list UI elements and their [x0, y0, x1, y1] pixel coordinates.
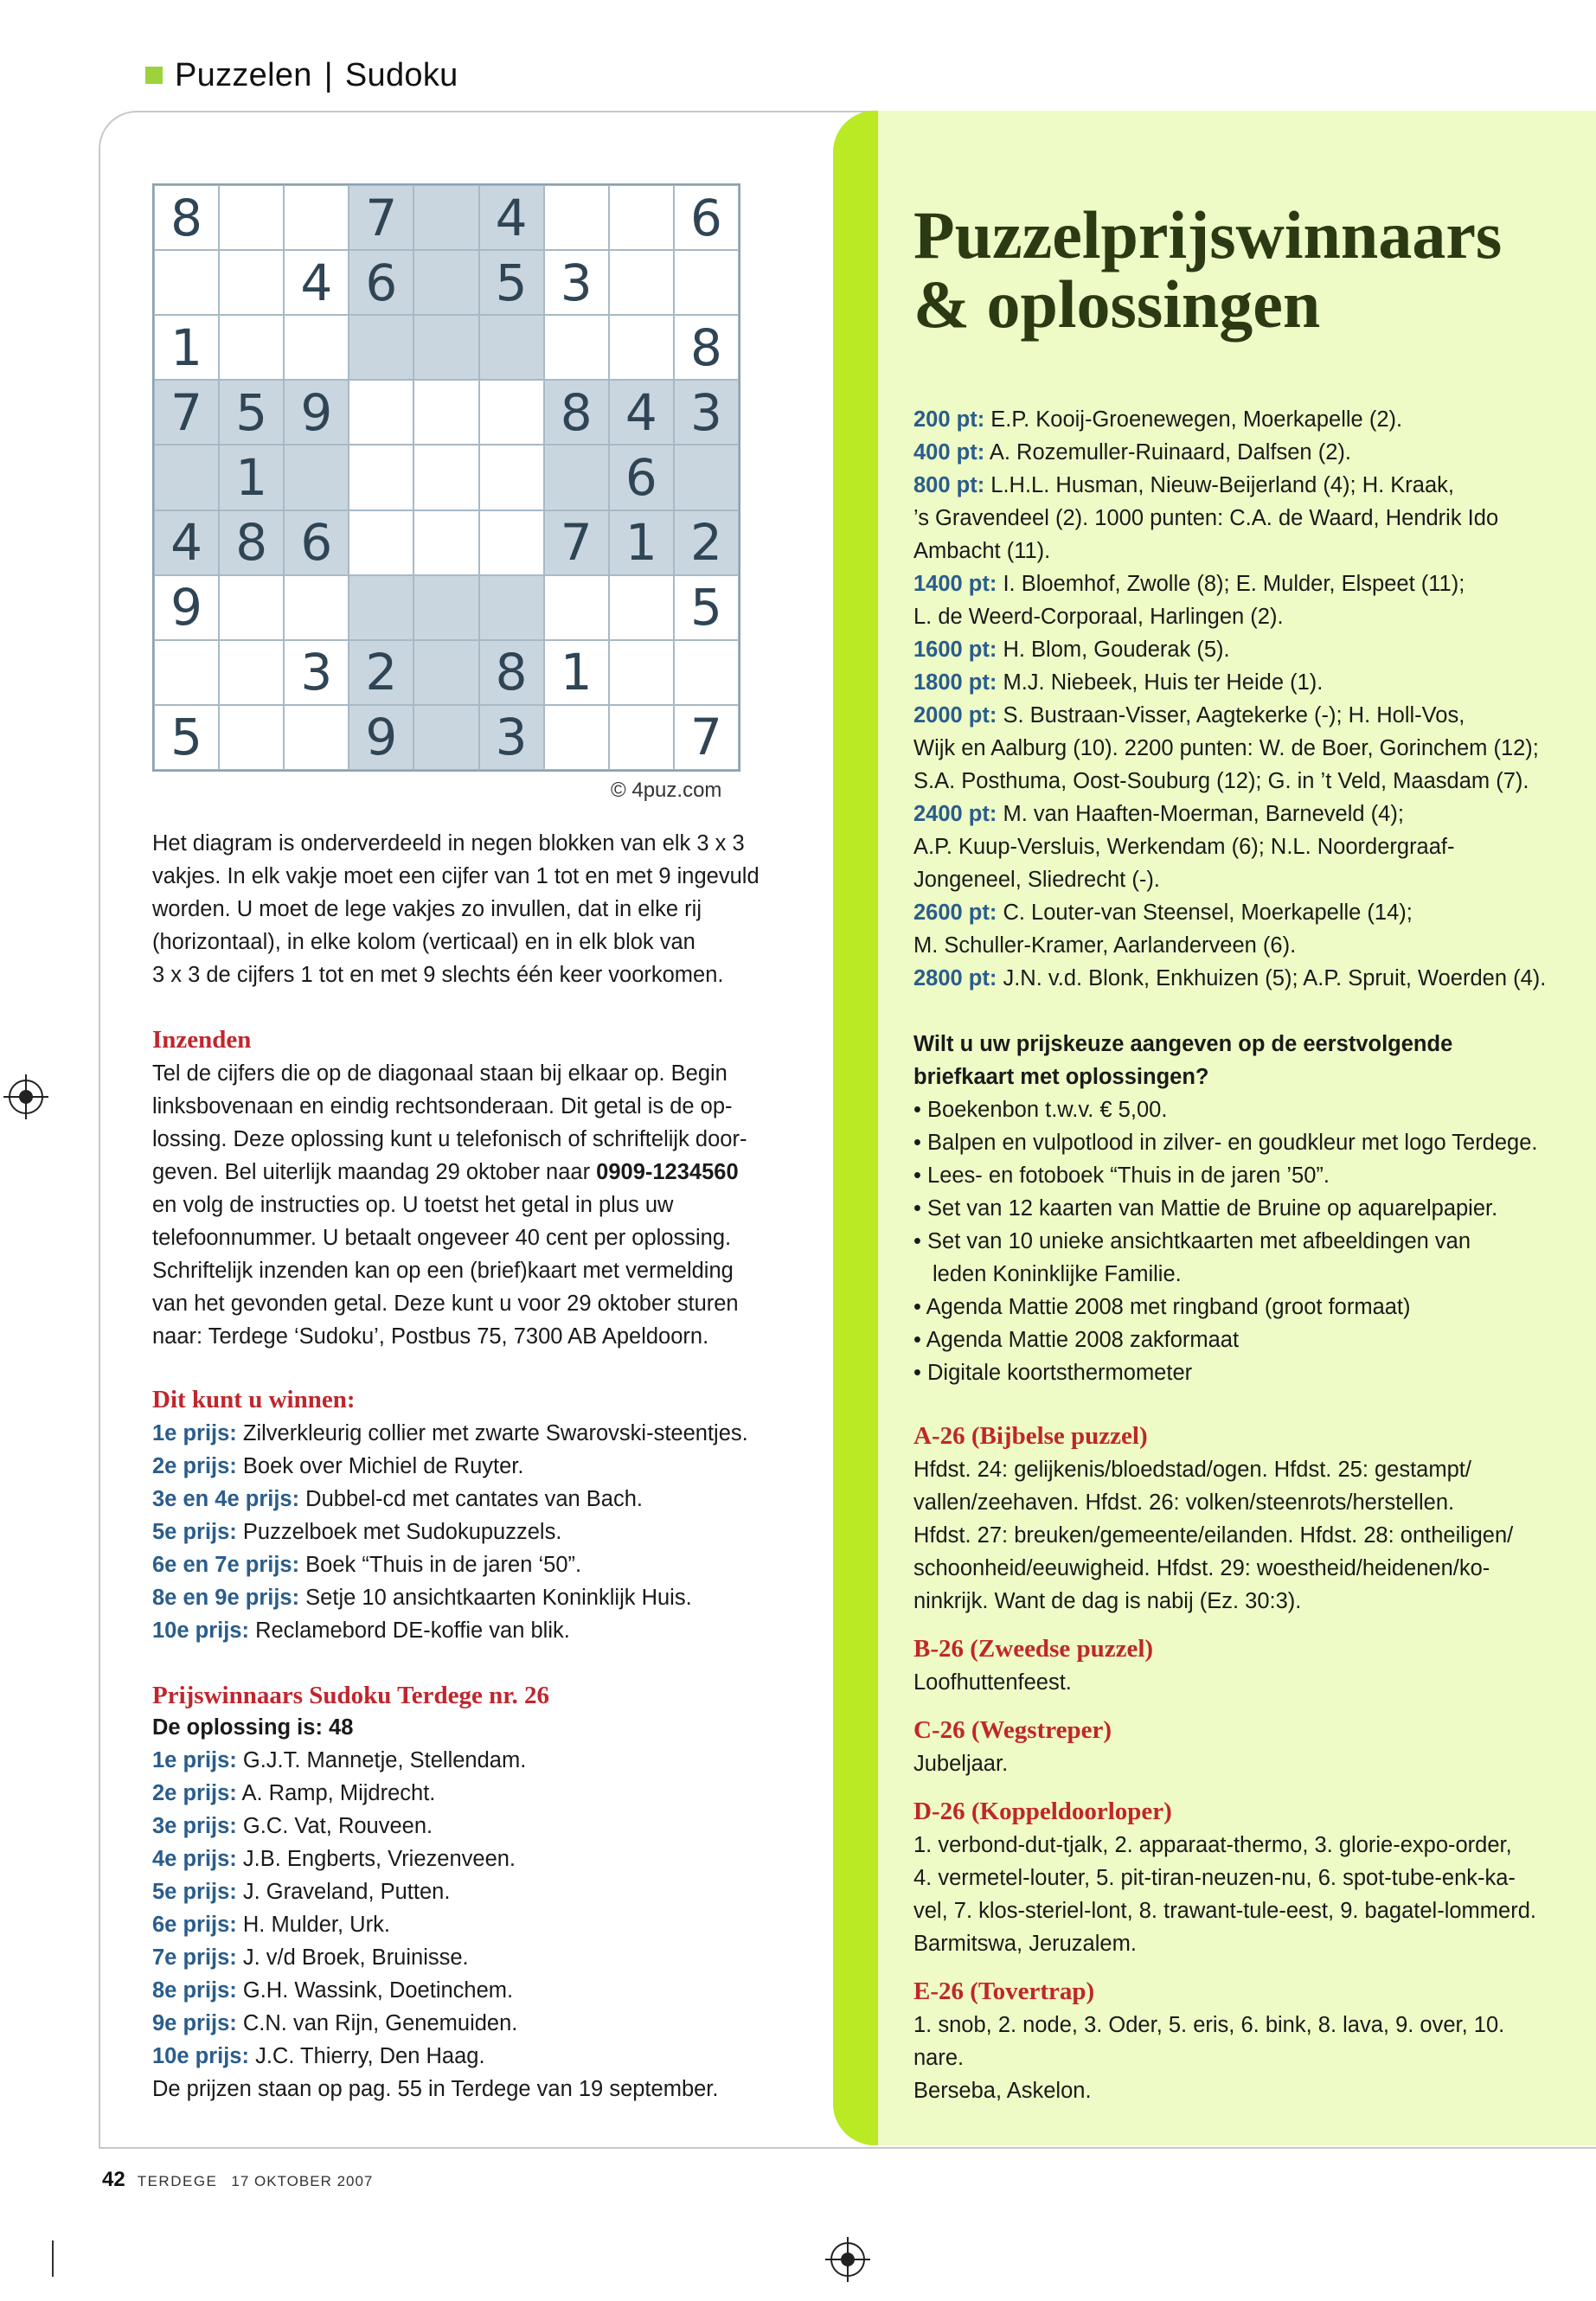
points-winner — [913, 600, 1571, 633]
solution-line: vallen/zeehaven. Hfdst. 26: volken/steenrots/herstellen. — [913, 1490, 1455, 1515]
winner-item — [152, 1843, 810, 1875]
points-text: S. Bustraan-Visser, Aagtekerke (-); H. Holl-Vos, — [997, 703, 1465, 727]
sudoku-cell: 8 — [154, 185, 219, 250]
points-text: S.A. Posthuma, Oost-Souburg (12); G. in ’t Veld, Maasdam (7). — [913, 769, 1529, 793]
prize-item — [152, 1614, 810, 1647]
sudoku-cell[interactable] — [544, 315, 609, 380]
sudoku-cell: 6 — [609, 445, 674, 510]
winner-rank: 4e prijs: — [152, 1847, 237, 1871]
prize-option: • Lees- en fotoboek “Thuis in de jaren ’50”. — [913, 1163, 1330, 1188]
winner-name: J. v/d Broek, Bruinisse. — [236, 1945, 469, 1970]
page-title — [913, 197, 1503, 342]
sudoku-cell: 2 — [674, 510, 739, 575]
question-line: Wilt u uw prijskeuze aangeven op de eerstvolgende — [913, 1032, 1453, 1056]
winner-item — [152, 2040, 810, 2073]
points-winner — [913, 469, 1571, 502]
winner-name: J.C. Thierry, Den Haag. — [248, 2044, 485, 2068]
registration-mark-icon — [9, 1080, 43, 1114]
sudoku-cell[interactable] — [219, 640, 284, 705]
sudoku-cell[interactable] — [609, 575, 674, 640]
points-winner — [913, 403, 1571, 436]
prize-rank: 3e en 4e prijs: — [152, 1487, 300, 1511]
prize-rank: 6e en 7e prijs: — [152, 1553, 300, 1577]
sudoku-cell[interactable] — [219, 705, 284, 770]
winner-list — [152, 1744, 810, 2106]
points-text: M. Schuller-Kramer, Aarlanderveen (6). — [913, 933, 1297, 958]
inzenden-line: lossing. Deze oplossing kunt u telefonisch of schriftelijk door- — [152, 1127, 747, 1151]
sudoku-cell: 4 — [154, 510, 219, 575]
inzenden-line-text: geven. Bel uiterlijk maandag 29 oktober naar — [152, 1160, 597, 1184]
sudoku-cell: 3 — [544, 250, 609, 315]
sudoku-cell[interactable] — [284, 705, 349, 770]
sudoku-cell[interactable] — [284, 445, 349, 510]
sudoku-cell: 9 — [284, 380, 349, 445]
sudoku-cell: 6 — [674, 185, 739, 250]
inzenden-heading: Inzenden — [152, 1026, 252, 1054]
solution-line: Berseba, Askelon. — [913, 2079, 1092, 2103]
sudoku-cell[interactable] — [219, 315, 284, 380]
solution-heading: A-26 (Bijbelse puzzel) — [913, 1422, 1148, 1450]
points-text: Wijk en Aalburg (10). 2200 punten: W. de Boer, Gorinchem (12); — [913, 736, 1539, 760]
sudoku-cell[interactable] — [413, 705, 478, 770]
prize-option: leden Koninklijke Familie. — [933, 1262, 1182, 1286]
sudoku-cell: 4 — [609, 380, 674, 445]
solution-line: vel, 7. klos-steriel-lont, 8. trawant-tule-eest, 9. bagatel-lommerd. — [913, 1899, 1536, 1923]
winner-name: J.B. Engberts, Vriezenveen. — [236, 1847, 516, 1871]
sudoku-grid[interactable] — [152, 183, 740, 772]
points-label: 2600 pt: — [913, 901, 997, 925]
sudoku-cell: 4 — [479, 185, 544, 250]
points-winner — [913, 929, 1571, 962]
winner-item — [152, 1810, 810, 1843]
sudoku-cell[interactable] — [609, 315, 674, 380]
sudoku-cell[interactable] — [349, 445, 413, 510]
section-separator: | — [324, 56, 333, 93]
points-text: A.P. Kuup-Versluis, Werkendam (6); N.L. Noordergraaf- — [913, 835, 1455, 859]
solution-heading: C-26 (Wegstreper) — [913, 1716, 1112, 1744]
inzenden-line: linksbovenaan en eindig rechtsonderaan. Dit getal is de op- — [152, 1094, 733, 1118]
winner-rank: 8e prijs: — [152, 1978, 237, 2003]
inzenden-line — [152, 1156, 810, 1189]
sudoku-cell[interactable] — [154, 445, 219, 510]
sudoku-cell: 2 — [349, 640, 413, 705]
winner-rank: 7e prijs: — [152, 1945, 237, 1970]
points-text: L.H.L. Husman, Nieuw-Beijerland (4); H. Kraak, — [984, 473, 1454, 497]
sudoku-cell[interactable] — [219, 575, 284, 640]
prize-text: Setje 10 ansichtkaarten Koninklijk Huis. — [299, 1586, 692, 1610]
sudoku-cell[interactable] — [154, 250, 219, 315]
winner-rank: 2e prijs: — [152, 1781, 237, 1805]
points-text: E.P. Kooij-Groenewegen, Moerkapelle (2). — [984, 407, 1403, 432]
sudoku-cell[interactable] — [479, 575, 544, 640]
sudoku-cell: 4 — [284, 250, 349, 315]
winner-item — [152, 1744, 810, 1777]
sudoku-cell[interactable] — [413, 380, 478, 445]
points-label: 2800 pt: — [913, 966, 997, 990]
section-name: Puzzelen — [175, 56, 312, 93]
points-winner — [913, 962, 1571, 995]
solution-e26 — [913, 1974, 1571, 2107]
sudoku-cell[interactable] — [413, 510, 478, 575]
prize-options — [913, 1093, 1571, 1389]
solution-line: 4. vermetel-louter, 5. pit-tiran-neuzen-nu, 6. spot-tube-enk-ka- — [913, 1866, 1516, 1890]
sudoku-cell: 5 — [154, 705, 219, 770]
points-label: 200 pt: — [913, 407, 985, 432]
phone-number: 0909-1234560 — [596, 1160, 739, 1184]
winner-name: J. Graveland, Putten. — [236, 1880, 451, 1904]
winner-item — [152, 1875, 810, 1908]
sudoku-cell[interactable] — [609, 640, 674, 705]
points-label: 1600 pt: — [913, 638, 997, 662]
sudoku-cell[interactable] — [349, 510, 413, 575]
sudoku-cell: 9 — [154, 575, 219, 640]
sudoku-cell[interactable] — [413, 575, 478, 640]
sudoku-cell[interactable] — [609, 705, 674, 770]
sudoku-cell[interactable] — [609, 185, 674, 250]
question-line: briefkaart met oplossingen? — [913, 1065, 1209, 1089]
sudoku-cell: 1 — [544, 640, 609, 705]
points-text: M. van Haaften-Moerman, Barneveld (4); — [997, 802, 1404, 826]
sudoku-cell: 9 — [349, 705, 413, 770]
sudoku-cell: 1 — [609, 510, 674, 575]
prize-text: Boek over Michiel de Ruyter. — [236, 1454, 524, 1478]
sudoku-credit: © 4puz.com — [611, 779, 722, 802]
points-text: Jongeneel, Sliedrecht (-). — [913, 868, 1160, 892]
sudoku-cell[interactable] — [349, 380, 413, 445]
points-text: L. de Weerd-Corporaal, Harlingen (2). — [913, 605, 1284, 629]
page-title-line: Puzzelprijswinnaars — [913, 197, 1503, 272]
solution-c26 — [913, 1713, 1571, 1780]
prize-rank: 1e prijs: — [152, 1421, 237, 1445]
sudoku-cell: 7 — [349, 185, 413, 250]
prize-note: De prijzen staan op pag. 55 in Terdege van 19 september. — [152, 2077, 719, 2101]
points-label: 1800 pt: — [913, 670, 997, 695]
prize-item — [152, 1417, 810, 1450]
winner-name: A. Ramp, Mijdrecht. — [236, 1781, 436, 1805]
prize-text: Puzzelboek met Sudokupuzzels. — [236, 1520, 562, 1544]
points-text: A. Rozemuller-Ruinaard, Dalfsen (2). — [984, 440, 1351, 465]
intro-line: worden. U moet de lege vakjes zo invullen, dat in elke rij — [152, 897, 702, 921]
solution-heading: D-26 (Koppeldoorloper) — [913, 1798, 1172, 1825]
issue-date: 17 OKTOBER 2007 — [231, 2173, 374, 2189]
intro-line: vakjes. In elk vakje moet een cijfer van 1 tot en met 9 ingevuld — [152, 864, 760, 888]
sudoku-cell: 3 — [674, 380, 739, 445]
winner-name: C.N. van Rijn, Genemuiden. — [236, 2011, 518, 2035]
prize-text: Dubbel-cd met cantates van Bach. — [299, 1487, 643, 1511]
prize-list — [152, 1417, 810, 1647]
solution-d26 — [913, 1794, 1571, 1960]
intro-line: (horizontaal), in elke kolom (verticaal) en in elk blok van — [152, 930, 695, 954]
sudoku-cell: 3 — [284, 640, 349, 705]
sudoku-cell[interactable] — [349, 575, 413, 640]
winner-name: G.C. Vat, Rouveen. — [236, 1814, 433, 1838]
points-label: 1400 pt: — [913, 572, 997, 596]
winner-item — [152, 1974, 810, 2007]
prijswinnaars-heading: Prijswinnaars Sudoku Terdege nr. 26 — [152, 1682, 550, 1709]
points-label: 2000 pt: — [913, 703, 997, 727]
winner-item — [152, 2007, 810, 2040]
solution-heading: B-26 (Zweedse puzzel) — [913, 1635, 1154, 1663]
sudoku-cell[interactable] — [479, 510, 544, 575]
intro-line: 3 x 3 de cijfers 1 tot en met 9 slechts één keer voorkomen. — [152, 963, 724, 987]
solution-b26 — [913, 1631, 1571, 1699]
sudoku-cell: 7 — [544, 510, 609, 575]
intro-text — [152, 827, 810, 991]
sudoku-cell[interactable] — [544, 445, 609, 510]
sudoku-cell: 8 — [544, 380, 609, 445]
intro-line: Het diagram is onderverdeeld in negen blokken van elk 3 x 3 — [152, 831, 745, 856]
prize-item — [152, 1581, 810, 1614]
solution-a26 — [913, 1419, 1571, 1618]
sudoku-cell[interactable] — [349, 315, 413, 380]
prize-item — [152, 1516, 810, 1548]
winner-rank: 10e prijs: — [152, 2044, 249, 2068]
prize-option: • Set van 12 kaarten van Mattie de Bruine op aquarelpapier. — [913, 1196, 1498, 1221]
prize-rank: 10e prijs: — [152, 1618, 249, 1643]
sudoku-cell[interactable] — [413, 250, 478, 315]
sudoku-cell[interactable] — [284, 575, 349, 640]
sudoku-cell[interactable] — [154, 640, 219, 705]
prize-rank: 2e prijs: — [152, 1454, 237, 1478]
page-number: 42 — [102, 2168, 125, 2191]
points-text: M.J. Niebeek, Huis ter Heide (1). — [997, 670, 1324, 695]
inzenden-line: naar: Terdege ‘Sudoku’, Postbus 75, 7300 AB Apeldoorn. — [152, 1324, 709, 1349]
sudoku-cell: 1 — [154, 315, 219, 380]
winner-rank: 3e prijs: — [152, 1814, 237, 1838]
prize-question — [913, 1028, 1571, 1093]
solution-line: 1. snob, 2. node, 3. Oder, 5. eris, 6. bink, 8. lava, 9. over, 10. — [913, 2013, 1505, 2037]
solution-line: schoonheid/eeuwigheid. Hfdst. 29: woestheid/heidenen/ko- — [913, 1556, 1490, 1580]
magazine-name: TERDEGE — [137, 2173, 218, 2189]
page-footer — [102, 2168, 373, 2192]
prize-item — [152, 1450, 810, 1483]
sudoku-cell[interactable] — [674, 445, 739, 510]
prize-option: • Agenda Mattie 2008 met ringband (groot formaat) — [913, 1295, 1411, 1319]
sudoku-cell[interactable] — [674, 250, 739, 315]
sudoku-cell: 1 — [219, 445, 284, 510]
points-winner — [913, 567, 1571, 600]
sudoku-cell[interactable] — [413, 185, 478, 250]
sudoku-cell: 5 — [674, 575, 739, 640]
sudoku-cell: 7 — [154, 380, 219, 445]
points-winner — [913, 896, 1571, 929]
sudoku-cell: 5 — [479, 250, 544, 315]
prize-text: Zilverkleurig collier met zwarte Swarovski-steentjes. — [236, 1421, 748, 1445]
sudoku-cell: 6 — [349, 250, 413, 315]
solution-line: 1. verbond-dut-tjalk, 2. apparaat-thermo, 3. glorie-expo-order, — [913, 1833, 1512, 1857]
solution-line: ninkrijk. Want de dag is nabij (Ez. 30:3). — [913, 1589, 1302, 1613]
winner-rank: 6e prijs: — [152, 1913, 237, 1937]
points-label: 400 pt: — [913, 440, 985, 465]
points-winner — [913, 633, 1571, 666]
sudoku-cell[interactable] — [544, 705, 609, 770]
points-winner — [913, 830, 1571, 863]
points-winners-list — [913, 403, 1571, 995]
points-text: H. Blom, Gouderak (5). — [997, 638, 1230, 662]
section-header — [145, 54, 458, 97]
sudoku-cell[interactable] — [479, 445, 544, 510]
section-bullet-icon — [145, 67, 163, 84]
solution-line: Jubeljaar. — [913, 1752, 1009, 1776]
solution-line: Hfdst. 24: gelijkenis/bloedstad/ogen. Hfdst. 25: gestampt/ — [913, 1458, 1471, 1482]
solution-text: De oplossing is: 48 — [152, 1715, 354, 1740]
inzenden-line: telefoonnummer. U betaalt ongeveer 40 cent per oplossing. — [152, 1226, 732, 1250]
sudoku-cell[interactable] — [284, 315, 349, 380]
winner-rank: 9e prijs: — [152, 2011, 237, 2035]
sudoku-cell[interactable] — [284, 185, 349, 250]
solution-heading: E-26 (Tovertrap) — [913, 1977, 1095, 2005]
prize-rank: 8e en 9e prijs: — [152, 1586, 300, 1610]
points-winner — [913, 732, 1571, 765]
prize-option: • Agenda Mattie 2008 zakformaat — [913, 1328, 1240, 1352]
sudoku-cell[interactable] — [544, 575, 609, 640]
winnen-heading: Dit kunt u winnen: — [152, 1386, 356, 1413]
prize-text: Reclamebord DE-koffie van blik. — [248, 1618, 570, 1643]
sudoku-cell[interactable] — [479, 315, 544, 380]
page-title-line: & oplossingen — [913, 266, 1321, 342]
sudoku-cell[interactable] — [609, 250, 674, 315]
points-winner — [913, 535, 1571, 567]
points-winner — [913, 502, 1571, 535]
sudoku-cell[interactable] — [544, 185, 609, 250]
crop-mark — [52, 2240, 54, 2277]
points-text: C. Louter-van Steensel, Moerkapelle (14); — [997, 901, 1413, 925]
inzenden-text — [152, 1057, 810, 1353]
winner-item — [152, 1941, 810, 1974]
sudoku-cell: 8 — [479, 640, 544, 705]
prize-rank: 5e prijs: — [152, 1520, 237, 1544]
prize-item — [152, 1483, 810, 1516]
sudoku-cell: 6 — [284, 510, 349, 575]
points-winner — [913, 666, 1571, 699]
registration-mark-icon — [830, 2242, 865, 2277]
points-winner — [913, 436, 1571, 469]
winner-item — [152, 1908, 810, 1941]
prize-option: • Balpen en vulpotlood in zilver- en goudkleur met logo Terdege. — [913, 1131, 1538, 1155]
points-winner — [913, 798, 1571, 830]
solution-line: Barmitswa, Jeruzalem. — [913, 1932, 1137, 1956]
points-text: Ambacht (11). — [913, 539, 1051, 563]
points-text: I. Bloemhof, Zwolle (8); E. Mulder, Elspeet (11); — [997, 572, 1465, 596]
prize-option: • Digitale koortsthermometer — [913, 1361, 1193, 1385]
sudoku-cell[interactable] — [219, 185, 284, 250]
sudoku-cell: 5 — [219, 380, 284, 445]
inzenden-line: Schriftelijk inzenden kan op een (brief)kaart met vermelding — [152, 1259, 734, 1283]
inzenden-line: van het gevonden getal. Deze kunt u voor 29 oktober sturen — [152, 1292, 739, 1316]
subsection-name: Sudoku — [344, 56, 458, 93]
inzenden-line: en volg de instructies op. U toetst het getal in plus uw — [152, 1193, 674, 1217]
sudoku-cell[interactable] — [479, 380, 544, 445]
winner-rank: 5e prijs: — [152, 1880, 237, 1904]
sudoku-cell[interactable] — [219, 250, 284, 315]
sudoku-cell: 3 — [479, 705, 544, 770]
points-winner — [913, 863, 1571, 896]
sudoku-cell: 7 — [674, 705, 739, 770]
sudoku-cell[interactable] — [413, 315, 478, 380]
solution-line: Loofhuttenfeest. — [913, 1670, 1072, 1695]
prize-text: Boek “Thuis in de jaren ‘50”. — [299, 1553, 582, 1577]
solution-line: Hfdst. 27: breuken/gemeente/eilanden. Hfdst. 28: ontheiligen/ — [913, 1523, 1514, 1548]
sudoku-cell[interactable] — [413, 445, 478, 510]
sudoku-cell: 8 — [674, 315, 739, 380]
points-label: 800 pt: — [913, 473, 985, 497]
inzenden-line: Tel de cijfers die op de diagonaal staan bij elkaar op. Begin — [152, 1061, 727, 1086]
solution-line: nare. — [913, 2046, 965, 2070]
winner-name: H. Mulder, Urk. — [236, 1913, 390, 1937]
points-label: 2400 pt: — [913, 802, 997, 826]
sudoku-cell: 8 — [219, 510, 284, 575]
sudoku-cell[interactable] — [674, 640, 739, 705]
winner-item — [152, 1777, 810, 1810]
points-winner — [913, 765, 1571, 798]
points-text: J.N. v.d. Blonk, Enkhuizen (5); A.P. Spruit, Woerden (4). — [997, 966, 1547, 990]
winner-rank: 1e prijs: — [152, 1748, 237, 1772]
points-winner — [913, 699, 1571, 732]
prize-option: • Boekenbon t.w.v. € 5,00. — [913, 1098, 1168, 1122]
winner-name: G.J.T. Mannetje, Stellendam. — [236, 1748, 527, 1772]
points-text: ’s Gravendeel (2). 1000 punten: C.A. de Waard, Hendrik Ido — [913, 506, 1499, 530]
winner-name: G.H. Wassink, Doetinchem. — [236, 1978, 514, 2003]
prize-option: • Set van 10 unieke ansichtkaarten met afbeeldingen van — [913, 1229, 1471, 1253]
sudoku-cell[interactable] — [413, 640, 478, 705]
prize-item — [152, 1548, 810, 1581]
